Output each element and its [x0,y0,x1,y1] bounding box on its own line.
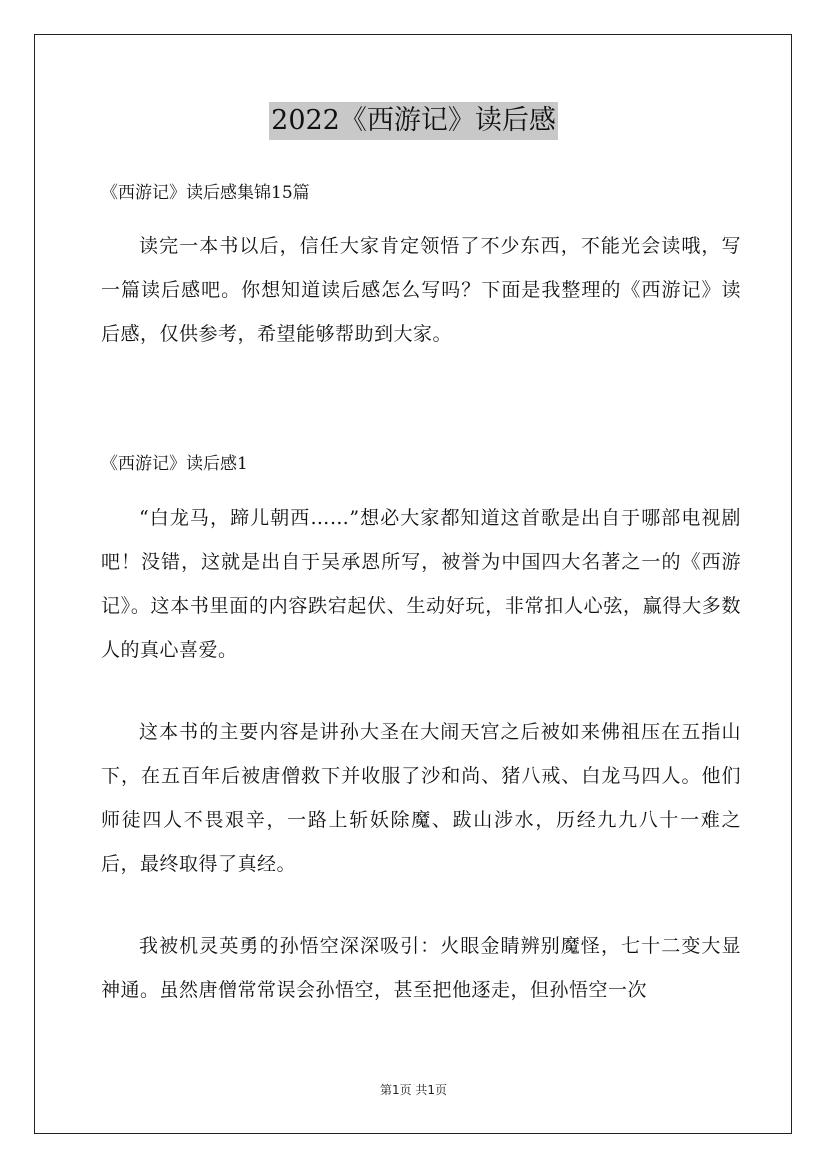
intro-paragraph: 读完一本书以后，信任大家肯定领悟了不少东西，不能光会读哦，写一篇读后感吧。你想知道读后感怎么写吗？下面是我整理的《西游记》读后感，仅供参考，希望能够帮助到大家。 [101,235,741,345]
body-paragraph: 我被机灵英勇的孙悟空深深吸引：火眼金睛辨别魔怪，七十二变大显神通。虽然唐僧常常误会孙悟空，甚至把他逐走，但孙悟空一次 [101,935,741,1001]
body-paragraph: 这本书的主要内容是讲孙大圣在大闹天宫之后被如来佛祖压在五指山下，在五百年后被唐僧救下并收服了沙和尚、猪八戒、白龙马四人。他们师徒四人不畏艰辛，一路上斩妖除魔、跋山涉水，历经九九八十一难之后，最终取得了真经。 [101,721,741,875]
title-container [0,102,827,140]
section-heading: 《西游记》读后感1 [101,454,248,474]
document-subtitle: 《西游记》读后感集锦15篇 [101,183,310,203]
page-footer: 第1页 共1页 [379,1083,448,1097]
body-paragraph: “白龙马，蹄儿朝西……”想必大家都知道这首歌是出自于哪部电视剧吧！没错，这就是出自于吴承恩所写，被誉为中国四大名著之一的《西游记》。这本书里面的内容跌宕起伏、生动好玩，非常扣人心弦，赢得大多数人的真心喜爱。 [101,507,741,661]
document-title: 2022《西游记》读后感 [269,102,558,140]
